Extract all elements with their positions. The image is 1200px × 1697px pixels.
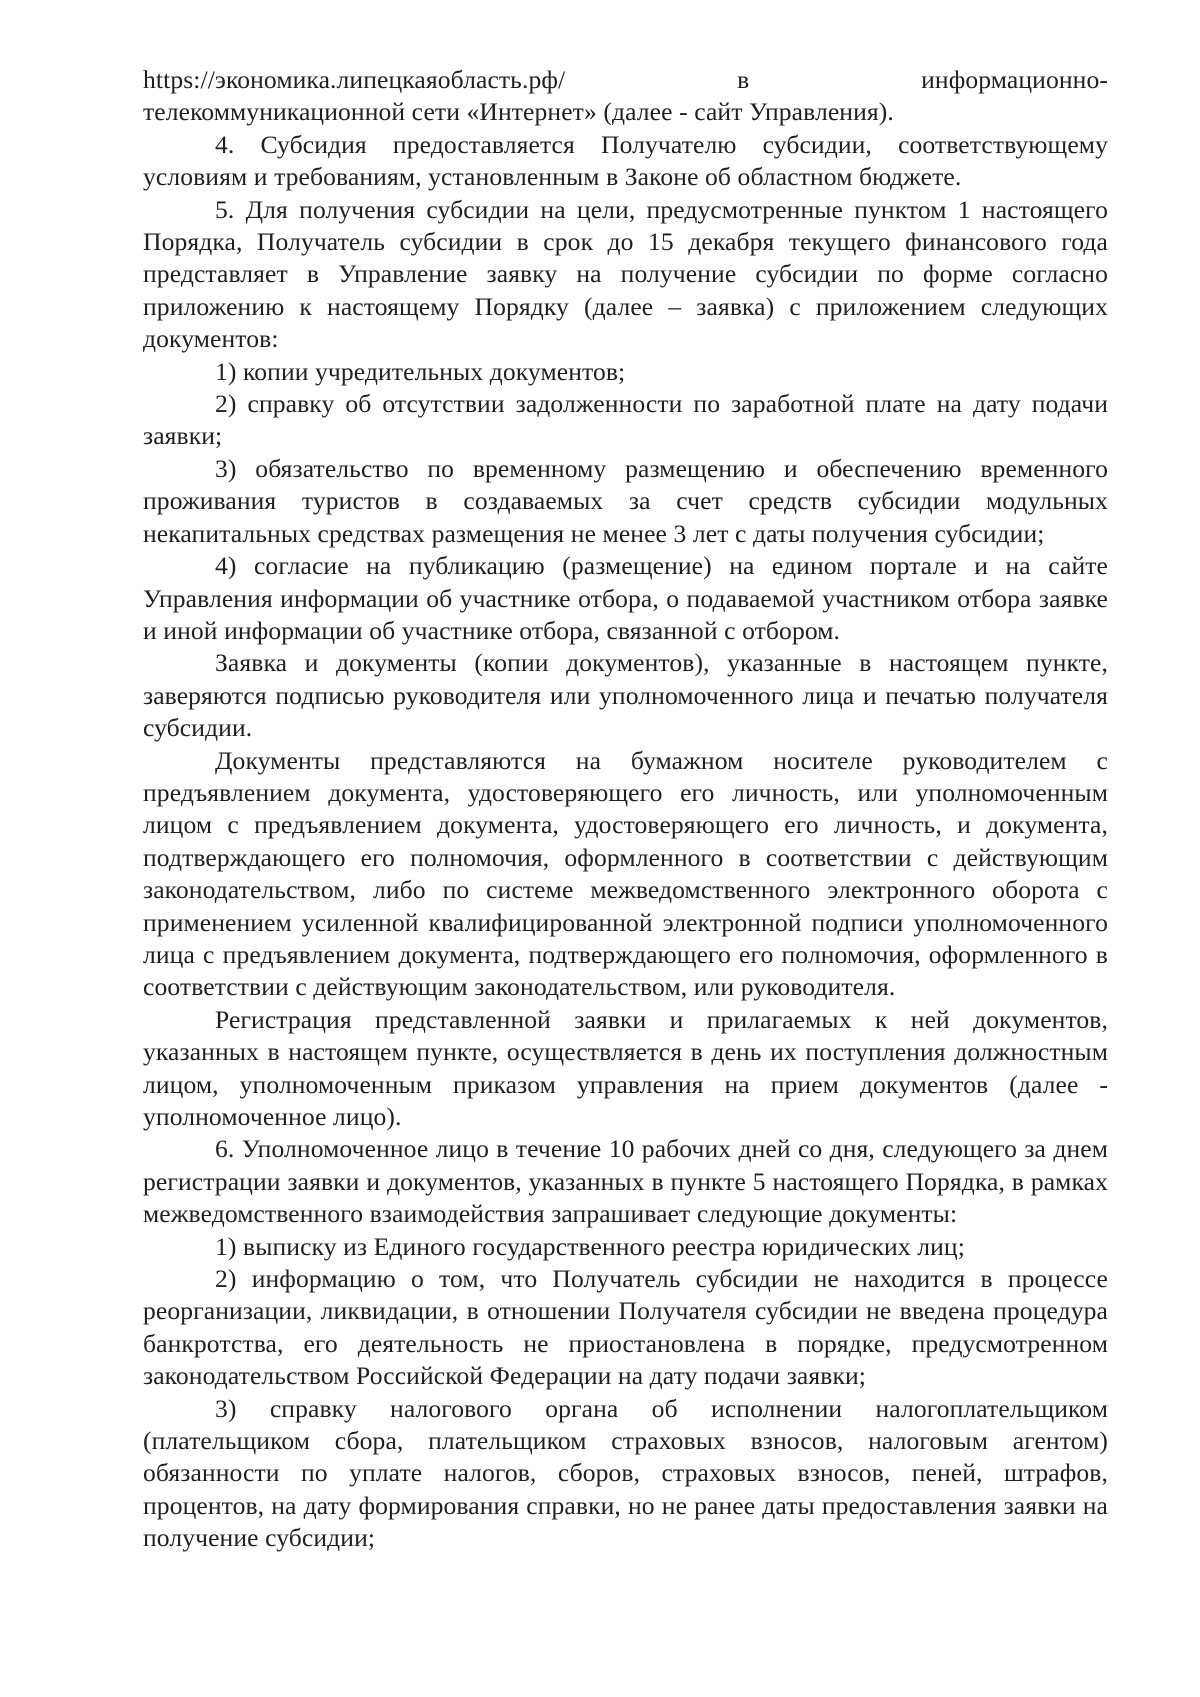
list-item-5-1: 1) копии учредительных документов; bbox=[215, 356, 626, 386]
paragraph-6: 6. Уполномоченное лицо в течение 10 рабочих дней со дня, следующего за днем регистрации заявки и документов, указанных в пункте 5 настоящего Порядка, в рамках межведомственного взаимодействия запрашивает следующие документы: bbox=[143, 1134, 1108, 1229]
paragraph-submission: Документы представляются на бумажном носителе руководителем с предъявлением документа, удостоверяющего его личность, или уполномоченным лицом с предъявлением документа, удостоверяющего его личность, и документа, подтверждающего его полномочия, оформленного в соответствии с действующим законодательством, либо по системе межведомственного электронного оборота с применением усиленной квалифицированной электронной подписи уполномоченного лица с предъявлением документа, подтверждающего его полномочия, оформленного в соответствии с действующим законодательством, или руководителя. bbox=[143, 745, 1108, 1002]
list-item-5-3: 3) обязательство по временному размещению и обеспечению временного проживания туристов в создаваемых за счет средств субсидии модульных некапитальных средствах размещения не менее 3 лет с даты получения субсидии; bbox=[143, 453, 1108, 548]
header-word-info: информационно- bbox=[921, 65, 1108, 94]
document-body bbox=[143, 64, 1108, 1555]
paragraph-5: 5. Для получения субсидии на цели, предусмотренные пунктом 1 настоящего Порядка, Получатель субсидии в срок до 15 декабря текущего финансового года представляет в Управление заявку на получение субсидии по форме согласно приложению к настоящему Порядку (далее – заявка) с приложением следующих документов: bbox=[143, 194, 1108, 354]
paragraph-4: 4. Субсидия предоставляется Получателю субсидии, соответствующему условиям и требованиям, установленным в Законе об областном бюджете. bbox=[143, 129, 1108, 192]
paragraph-registration: Регистрация представленной заявки и прилагаемых к ней документов, указанных в настоящем пункте, осуществляется в день их поступления должностным лицом, уполномоченным приказом управления на прием документов (далее - уполномоченное лицо). bbox=[143, 1004, 1108, 1131]
list-item-6-2: 2) информацию о том, что Получатель субсидии не находится в процессе реорганизации, ликвидации, в отношении Получателя субсидии не введена процедура банкротства, его деятельность не приостановлена в порядке, предусмотренном законодательством Российской Федерации на дату подачи заявки; bbox=[143, 1264, 1108, 1391]
paragraph-site-definition: телекоммуникационной сети «Интернет» (далее - сайт Управления). bbox=[143, 97, 894, 127]
header-line bbox=[143, 64, 1108, 96]
list-item-6-1: 1) выписку из Единого государственного реестра юридических лиц; bbox=[215, 1231, 965, 1261]
header-word-v: в bbox=[737, 65, 750, 94]
list-item-5-4: 4) согласие на публикацию (размещение) на едином портале и на сайте Управления информации об участнике отбора, о подаваемой участником отбора заявке и иной информации об участнике отбора, связанной с отбором. bbox=[143, 551, 1108, 645]
list-item-6-3: 3) справку налогового органа об исполнении налогоплательщиком (плательщиком сбора, плательщиком страховых взносов, налоговым агентом) обязанности по уплате налогов, сборов, страховых взносов, пеней, штрафов, процентов, на дату формирования справки, но не ранее даты предоставления заявки на получение субсидии; bbox=[143, 1393, 1108, 1553]
paragraph-certification: Заявка и документы (копии документов), указанные в настоящем пункте, заверяются подписью руководителя или уполномоченного лица и печатью получателя субсидии. bbox=[143, 648, 1108, 743]
site-url: https://экономика.липецкаяобласть.рф/ bbox=[143, 65, 566, 94]
list-item-5-2: 2) справку об отсутствии задолженности по заработной плате на дату подачи заявки; bbox=[143, 389, 1108, 451]
